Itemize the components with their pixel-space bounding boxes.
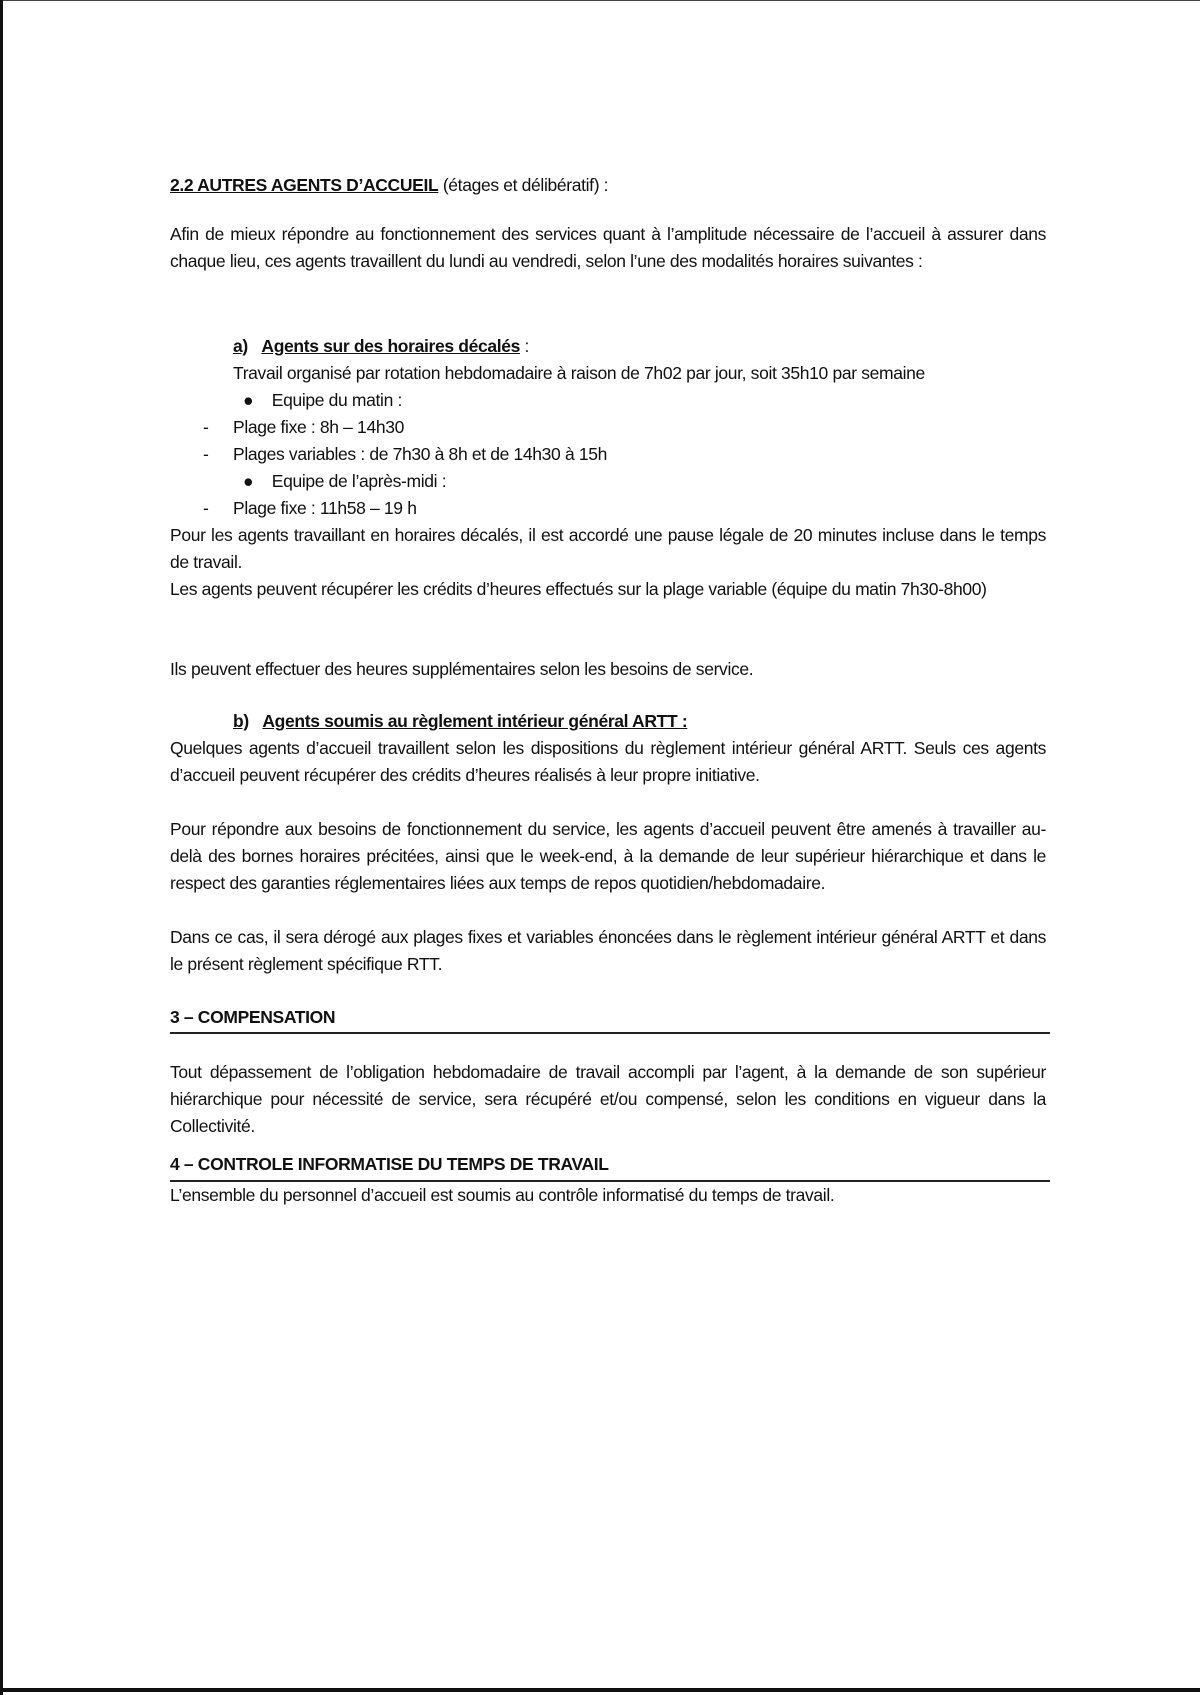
section-4-heading: 4 – CONTROLE INFORMATISE DU TEMPS DE TRAVAIL	[170, 1154, 609, 1174]
section-4-paragraph: L’ensemble du personnel d’accueil est soumis au contrôle informatisé du temps de travail.	[170, 1185, 835, 1205]
team-morning-label: Equipe du matin :	[271, 390, 402, 410]
dash-icon: -	[203, 498, 209, 518]
bullet-icon: ●	[243, 471, 254, 491]
artt-paragraph-2: Pour répondre aux besoins de fonctionnement du service, les agents d’accueil peuvent être amenés à travailler au-delà des bornes horaires précitées, ainsi que le week-end, à la demande de leur supérieur hiérarchique et dans le respect des garanties réglementaires liées aux temps de repos quotidien/hebdomadaire.	[170, 819, 1046, 893]
artt-paragraph-1: Quelques agents d’accueil travaillent selon les dispositions du règlement intérieur général ARTT. Seuls ces agents d’accueil peuvent récupérer des crédits d’heures réalisés à leur propre initiative.	[170, 738, 1046, 785]
overtime-paragraph: Ils peuvent effectuer des heures supplémentaires selon les besoins de service.	[170, 659, 754, 679]
artt-paragraph-3: Dans ce cas, il sera dérogé aux plages fixes et variables énoncées dans le règlement intérieur général ARTT et dans le présent règlement spécifique RTT.	[170, 927, 1046, 974]
team-afternoon-label: Equipe de l’après-midi :	[271, 471, 447, 491]
list-item-text: Plages variables : de 7h30 à 8h et de 14h30 à 15h	[233, 444, 607, 464]
subsection-a-heading	[233, 333, 529, 360]
section-3-paragraph: Tout dépassement de l’obligation hebdomadaire de travail accompli par l’agent, à la demande de son supérieur hiérarchique pour nécessité de service, sera récupéré et/ou compensé, selon les conditions en vigueur dans la Collectivité.	[170, 1062, 1046, 1136]
list-item	[203, 495, 417, 522]
subsection-b-title: Agents soumis au règlement intérieur général ARTT :	[262, 711, 688, 731]
subsection-a-title: Agents sur des horaires décalés	[261, 336, 520, 356]
subsection-b-label: b)	[233, 711, 249, 731]
team-afternoon-item	[243, 468, 446, 495]
section-2-2-heading	[170, 172, 608, 199]
team-morning-item	[243, 387, 402, 414]
list-item	[203, 441, 607, 468]
bullet-icon: ●	[243, 390, 254, 410]
list-item-text: Plage fixe : 11h58 – 19 h	[233, 498, 417, 518]
section-3-rule	[170, 1032, 1050, 1034]
title-suffix: :	[520, 336, 530, 356]
heading-text: 2.2 AUTRES AGENTS D’ACCUEIL	[170, 175, 439, 195]
pause-paragraph: Pour les agents travaillant en horaires décalés, il est accordé une pause légale de 20 minutes incluse dans le temps de travail.	[170, 525, 1046, 572]
heading-suffix: (étages et délibératif) :	[438, 175, 609, 195]
rotation-line: Travail organisé par rotation hebdomadaire à raison de 7h02 par jour, soit 35h10 par semaine	[233, 363, 925, 383]
scan-left-edge	[0, 0, 3, 1695]
dash-icon: -	[203, 417, 209, 437]
scan-bottom-edge	[0, 1688, 1200, 1692]
subsection-a-label: a)	[233, 336, 248, 356]
recup-paragraph: Les agents peuvent récupérer les crédits d’heures effectués sur la plage variable (équipe du matin 7h30-8h00)	[170, 579, 987, 599]
intro-paragraph: Afin de mieux répondre au fonctionnement des services quant à l’amplitude nécessaire de l’accueil à assurer dans chaque lieu, ces agents travaillent du lundi au vendredi, selon l’une des modalités horaires suivantes :	[170, 224, 1046, 271]
list-item	[203, 414, 404, 441]
section-3-heading: 3 – COMPENSATION	[170, 1007, 336, 1027]
dash-icon: -	[203, 444, 209, 464]
subsection-b-heading	[233, 708, 687, 735]
scan-top-edge	[0, 0, 1200, 1]
list-item-text: Plage fixe : 8h – 14h30	[233, 417, 404, 437]
